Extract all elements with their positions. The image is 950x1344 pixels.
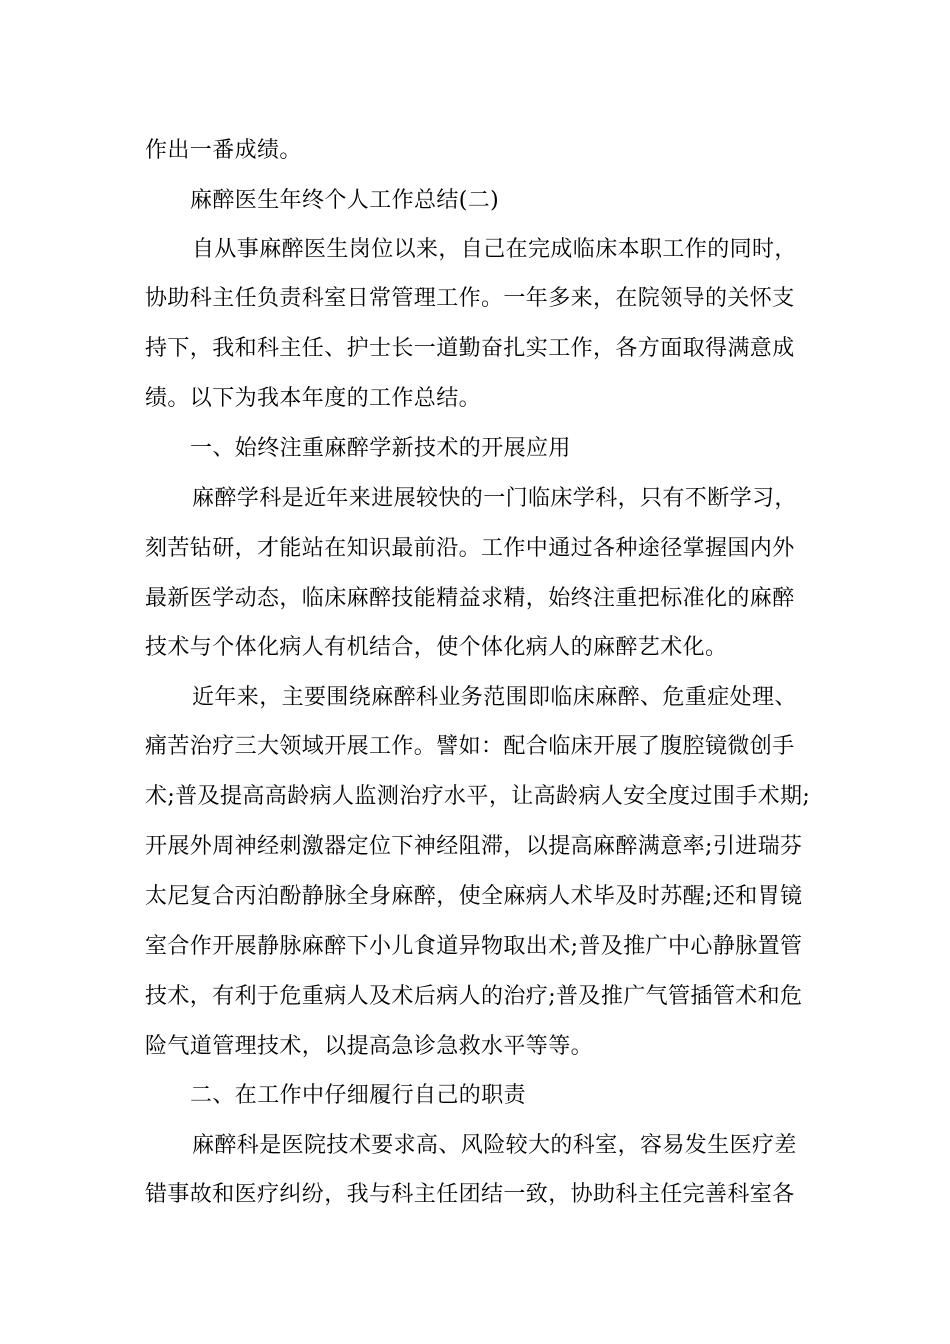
paragraph-line: 错事故和医疗纠纷，我与科主任团结一致，协助科主任完善科室各 xyxy=(145,1182,795,1207)
paragraph-line: 协助科主任负责科室日常管理工作。一年多来，在院领导的关怀支 xyxy=(145,286,795,311)
paragraph-line: 刻苦钻研，才能站在知识最前沿。工作中通过各种途径掌握国内外 xyxy=(145,536,795,561)
paragraph-line: 绩。以下为我本年度的工作总结。 xyxy=(145,386,482,411)
paragraph-line: 痛苦治疗三大领域开展工作。譬如：配合临床开展了腹腔镜微创手 xyxy=(145,734,795,759)
section-heading: 麻醉医生年终个人工作总结(二) xyxy=(190,188,500,213)
paragraph-line: 最新医学动态，临床麻醉技能精益求精，始终注重把标准化的麻醉 xyxy=(145,586,795,611)
paragraph-line: 作出一番成绩。 xyxy=(145,138,302,163)
section-heading: 二、在工作中仔细履行自己的职责 xyxy=(190,1083,527,1108)
paragraph-line: 麻醉科是医院技术要求高、风险较大的科室，容易发生医疗差 xyxy=(192,1133,797,1158)
paragraph-line: 险气道管理技术，以提高急诊急救水平等等。 xyxy=(145,1034,594,1059)
paragraph-line: 术;普及提高高龄病人监测治疗水平，让高龄病人安全度过围手术期; xyxy=(145,784,811,809)
paragraph-line: 太尼复合丙泊酚静脉全身麻醉，使全麻病人术毕及时苏醒;还和胃镜 xyxy=(145,884,803,909)
paragraph-line: 麻醉学科是近年来进展较快的一门临床学科，只有不断学习， xyxy=(192,486,797,511)
paragraph-line: 开展外周神经刺激器定位下神经阻滞，以提高麻醉满意率;引进瑞芬 xyxy=(145,834,803,859)
paragraph-line: 自从事麻醉医生岗位以来，自己在完成临床本职工作的同时， xyxy=(192,237,797,262)
paragraph-line: 技术与个体化病人有机结合，使个体化病人的麻醉艺术化。 xyxy=(145,635,728,660)
section-heading: 一、始终注重麻醉学新技术的开展应用 xyxy=(190,436,571,461)
paragraph-line: 持下，我和科主任、护士长一道勤奋扎实工作，各方面取得满意成 xyxy=(145,336,795,361)
paragraph-line: 技术，有利于危重病人及术后病人的治疗;普及推广气管插管术和危 xyxy=(145,984,803,1009)
paragraph-line: 近年来，主要围绕麻醉科业务范围即临床麻醉、危重症处理、 xyxy=(192,685,797,710)
paragraph-line: 室合作开展静脉麻醉下小儿食道异物取出术;普及推广中心静脉置管 xyxy=(145,934,803,959)
